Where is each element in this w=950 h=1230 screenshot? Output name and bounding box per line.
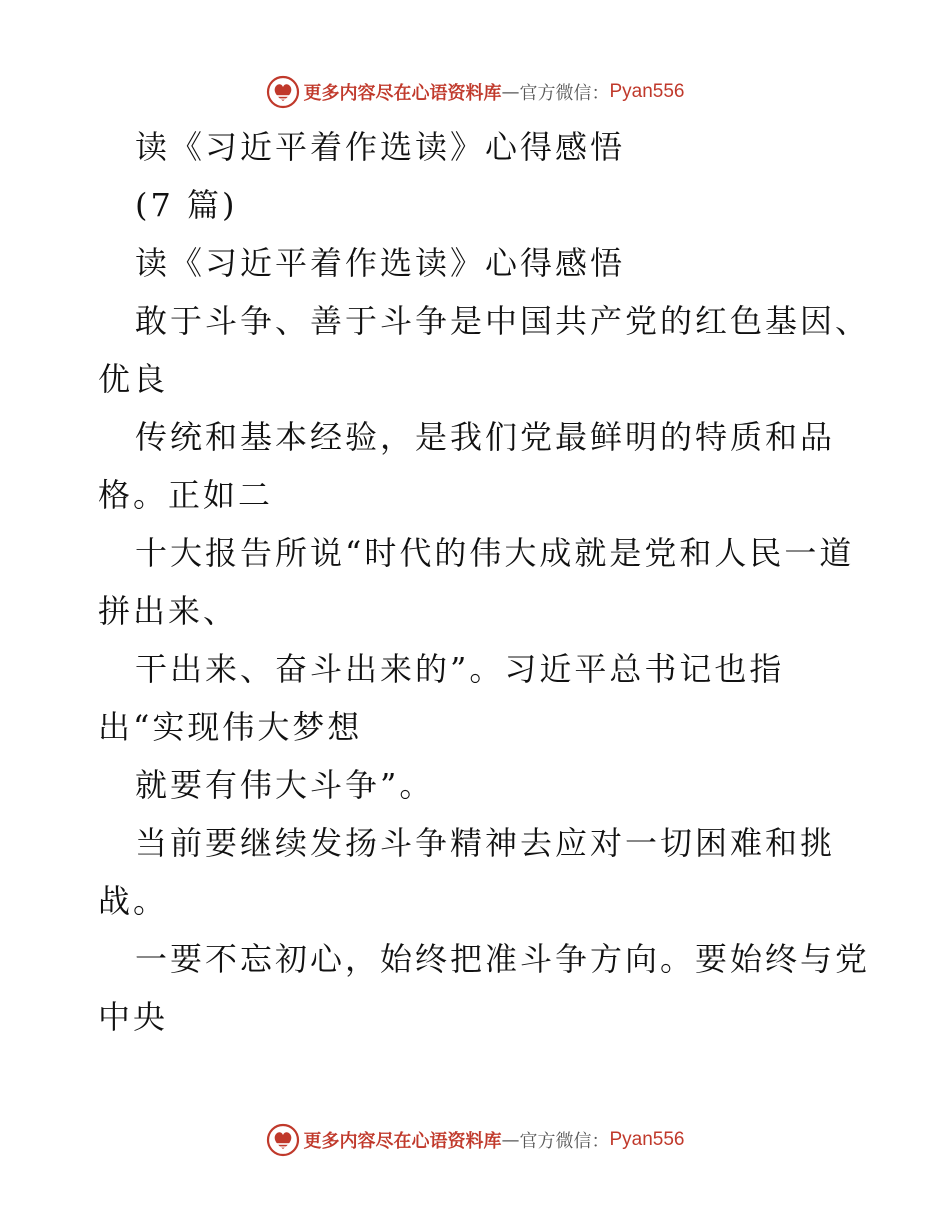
- paragraph-line: 传统和基本经验，是我们党最鲜明的特质和品: [135, 418, 836, 456]
- paragraph-line: 干出来、奋斗出来的”。习近平总书记也指: [135, 650, 785, 688]
- footer-watermark-banner: [0, 1120, 950, 1160]
- heart-book-logo-icon: [265, 1122, 301, 1158]
- paragraph-line: 十大报告所说“时代的伟大成就是党和人民一道: [135, 534, 855, 572]
- banner-separator: —: [501, 1129, 520, 1151]
- banner-wechat-label: 官方微信：: [519, 1131, 610, 1152]
- paragraph-line: 敢于斗争、善于斗争是中国共产党的红色基因、: [135, 302, 871, 340]
- section-heading: 读《习近平着作选读》心得感悟: [135, 244, 626, 282]
- document-title: 读《习近平着作选读》心得感悟: [135, 128, 626, 166]
- banner-wechat-label: 官方微信：: [519, 83, 610, 104]
- paragraph-line: 中央: [98, 998, 169, 1036]
- paragraph-line: 就要有伟大斗争”。: [135, 766, 435, 804]
- heart-book-logo-icon: [265, 74, 301, 110]
- paragraph-line: 拼出来、: [98, 592, 239, 630]
- banner-site-text: 更多内容尽在心语资料库: [303, 83, 502, 104]
- header-watermark-banner: [0, 72, 950, 112]
- paragraph-line: 格。正如二: [98, 476, 274, 514]
- document-subtitle: (7 篇): [135, 186, 238, 224]
- paragraph-line: 优良: [98, 360, 169, 398]
- banner-site-text: 更多内容尽在心语资料库: [303, 1131, 502, 1152]
- banner-wechat-id: Pyan556: [609, 1129, 685, 1150]
- banner-separator: —: [501, 81, 520, 103]
- paragraph-line: 当前要继续发扬斗争精神去应对一切困难和挑: [135, 824, 836, 862]
- banner-wechat-id: Pyan556: [609, 81, 685, 102]
- paragraph-line: 一要不忘初心，始终把准斗争方向。要始终与党: [135, 940, 871, 978]
- paragraph-line: 出“实现伟大梦想: [98, 708, 363, 746]
- paragraph-line: 战。: [98, 882, 169, 920]
